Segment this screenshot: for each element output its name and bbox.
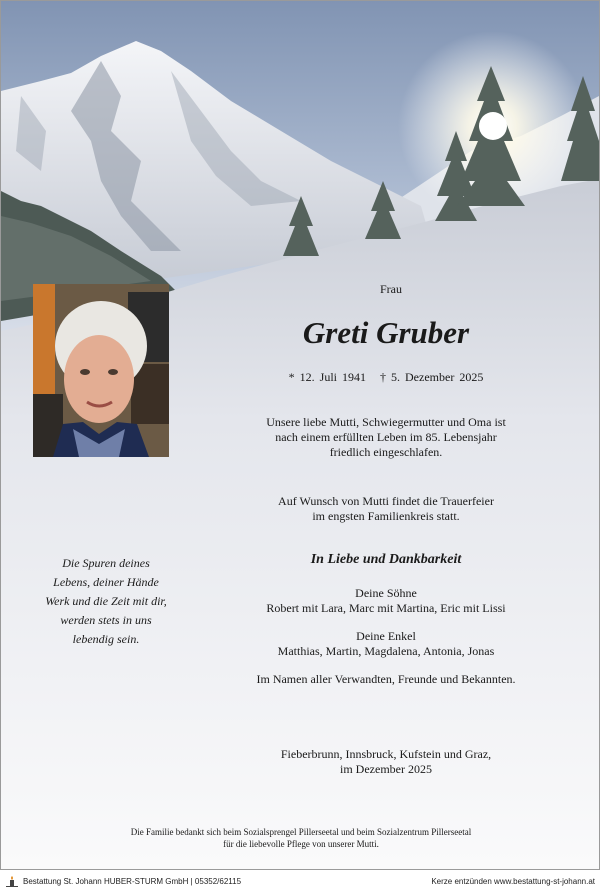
poem-line: Lebens, deiner Hände [53, 575, 159, 589]
deceased-name: Greti Gruber [302, 315, 470, 350]
funeral-text [221, 494, 551, 524]
thanks-note [41, 826, 561, 850]
poem-line: Werk und die Zeit mit dir, [45, 594, 167, 608]
intro-line: friedlich eingeschlafen. [329, 445, 443, 459]
love-heading: In Liebe und Dankbarkeit [310, 552, 462, 567]
place-line: Fieberbrunn, Innsbruck, Kufstein und Graz, [280, 747, 492, 761]
death-date: † 5. Dezember 2025 [380, 370, 484, 384]
funeral-line: im engsten Familienkreis statt. [312, 509, 460, 523]
memorial-poem [31, 554, 181, 649]
place-line: im Dezember 2025 [340, 762, 432, 776]
poem-line: lebendig sein. [72, 632, 140, 646]
intro-text [221, 415, 551, 460]
sons-block [221, 586, 551, 616]
salutation: Frau [380, 282, 402, 296]
thanks-line: Die Familie bedankt sich beim Sozialsprengel Pillerseetal und beim Sozialzentrum Pillerseetal [130, 827, 472, 837]
grandchildren-names: Matthias, Martin, Magdalena, Antonia, Jonas [277, 644, 495, 658]
sons-label: Deine Söhne [355, 586, 417, 600]
relatives-line: Im Namen aller Verwandten, Freunde und Bekannten. [256, 672, 516, 686]
candle-icon [5, 876, 19, 887]
light-candle-link[interactable]: Kerze entzünden www.bestattung-st-johann.at [431, 877, 595, 886]
intro-line: Unsere liebe Mutti, Schwiegermutter und Oma ist [266, 415, 506, 429]
poem-line: Die Spuren deines [62, 556, 150, 570]
funeral-home-text: Bestattung St. Johann HUBER-STURM GmbH | 05352/62115 [23, 877, 242, 886]
sons-names: Robert mit Lara, Marc mit Martina, Eric mit Lissi [266, 601, 506, 615]
poem-line: werden stets in uns [60, 613, 152, 627]
grandchildren-block [221, 629, 551, 659]
funeral-home-info [5, 876, 241, 887]
birth-date: * 12. Juli 1941 [288, 370, 367, 384]
funeral-line: Auf Wunsch von Mutti findet die Trauerfeier [278, 494, 494, 508]
portrait-photo [33, 284, 169, 457]
footer-bar [0, 874, 600, 890]
thanks-line: für die liebevolle Pflege von unserer Mutti. [223, 839, 379, 849]
life-dates [231, 370, 541, 385]
intro-line: nach einem erfüllten Leben im 85. Lebensjahr [275, 430, 497, 444]
grandchildren-label: Deine Enkel [356, 629, 416, 643]
place-date [221, 747, 551, 777]
